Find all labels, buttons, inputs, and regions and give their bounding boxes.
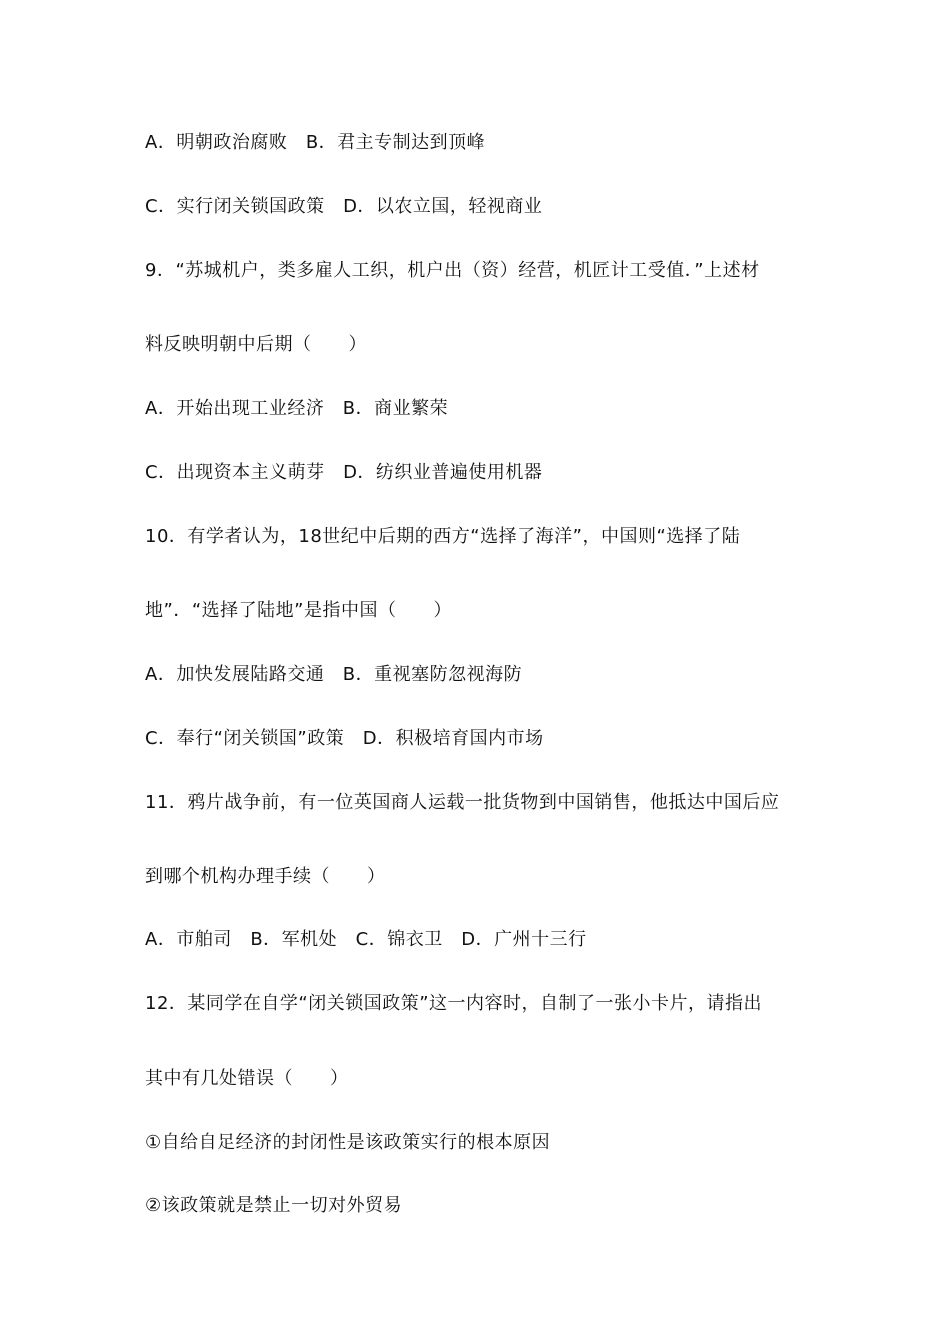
q8-options-cd: C．实行闭关锁国政策 D．以农立国，轻视商业 bbox=[145, 196, 543, 217]
q10-options-cd: C．奉行“闭关锁国”政策 D．积极培育国内市场 bbox=[145, 728, 544, 749]
q9-stem-line2: 料反映明朝中后期（ ） bbox=[145, 334, 367, 355]
q11-stem-line1: 11．鸦片战争前，有一位英国商人运载一批货物到中国销售，他抵达中国后应 bbox=[145, 792, 780, 813]
q11-stem-line2: 到哪个机构办理手续（ ） bbox=[145, 866, 386, 887]
q11-options: A．市舶司 B．军机处 C．锦衣卫 D．广州十三行 bbox=[145, 929, 587, 950]
q10-stem-line2: 地”．“选择了陆地”是指中国（ ） bbox=[145, 600, 452, 621]
q8-options-ab: A．明朝政治腐败 B．君主专制达到顶峰 bbox=[145, 132, 486, 153]
q9-stem-line1: 9．“苏城机户，类多雇人工织，机户出（资）经营，机匠计工受值．”上述材 bbox=[145, 260, 760, 281]
q10-options-ab: A．加快发展陆路交通 B．重视塞防忽视海防 bbox=[145, 664, 523, 685]
q12-statement-1: ①自给自足经济的封闭性是该政策实行的根本原因 bbox=[145, 1132, 551, 1153]
q12-stem-line1: 12．某同学在自学“闭关锁国政策”这一内容时，自制了一张小卡片，请指出 bbox=[145, 993, 763, 1014]
q10-stem-line1: 10．有学者认为，18世纪中后期的西方“选择了海洋”，中国则“选择了陆 bbox=[145, 526, 741, 547]
q9-options-ab: A．开始出现工业经济 B．商业繁荣 bbox=[145, 398, 449, 419]
q12-stem-line2: 其中有几处错误（ ） bbox=[145, 1068, 349, 1089]
q9-options-cd: C．出现资本主义萌芽 D．纺织业普遍使用机器 bbox=[145, 462, 543, 483]
q12-statement-2: ②该政策就是禁止一切对外贸易 bbox=[145, 1195, 403, 1216]
